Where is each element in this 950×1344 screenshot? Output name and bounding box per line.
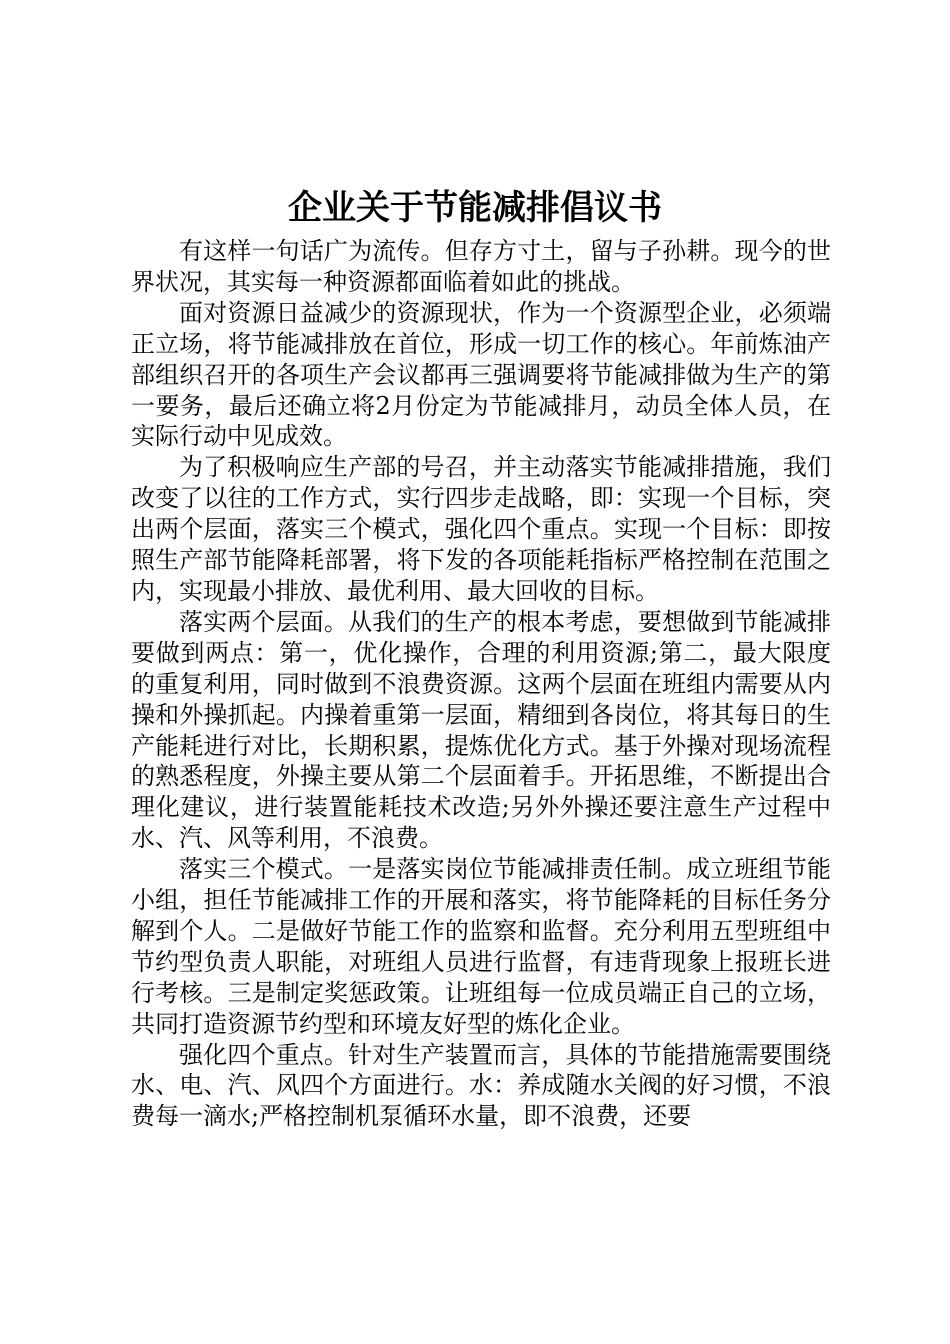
paragraph-1: 有这样一句话广为流传。但存方寸土，留与子孙耕。现今的世界状况，其实每一种资源都面临着如此的挑战。 <box>131 237 831 296</box>
document-title: 企业关于节能减排倡议书 <box>288 188 662 228</box>
paragraph-3: 为了积极响应生产部的号召，并主动落实节能减排措施，我们改变了以往的工作方式，实行四步走战略，即：实现一个目标，突出两个层面，落实三个模式，强化四个重点。实现一个目标：即按照生产部节能降耗部署，将下发的各项能耗指标严格控制在范围之内，实现最小排放、最优利用、最大回收的目标。 <box>131 453 831 605</box>
paragraph-2: 面对资源日益减少的资源现状，作为一个资源型企业，必须端正立场，将节能减排放在首位，形成一切工作的核心。年前炼油产部组织召开的各项生产会议都再三强调要将节能减排做为生产的第一要务，最后还确立将2月份定为节能减排月，动员全体人员，在实际行动中见成效。 <box>131 298 831 451</box>
paragraph-4: 落实两个层面。从我们的生产的根本考虑，要想做到节能减排要做到两点：第一，优化操作，合理的利用资源;第二，最大限度的重复利用，同时做到不浪费资源。这两个层面在班组内需要从内操和外操抓起。内操着重第一层面，精细到各岗位，将其每日的生产能耗进行对比，长期积累，提炼优化方式。基于外操对现场流程的熟悉程度，外操主要从第二个层面着手。开拓思维，不断提出合理化建议，进行装置能耗技术改造;另外外操还要注意生产过程中水、汽、风等利用，不浪费。 <box>131 607 831 853</box>
paragraph-6: 强化四个重点。针对生产装置而言，具体的节能措施需要围绕水、电、汽、风四个方面进行。水：养成随水关阀的好习惯，不浪费每一滴水;严格控制机泵循环水量，即不浪费，还要 <box>131 1040 831 1131</box>
paragraph-5: 落实三个模式。一是落实岗位节能减排责任制。成立班组节能小组，担任节能减排工作的开展和落实，将节能降耗的目标任务分解到个人。二是做好节能工作的监察和监督。充分利用五型班组中节约型负责人职能，对班组人员进行监督，有违背现象上报班长进行考核。三是制定奖惩政策。让班组每一位成员端正自己的立场，共同打造资源节约型和环境友好型的炼化企业。 <box>131 855 831 1038</box>
document-body <box>131 236 831 1132</box>
